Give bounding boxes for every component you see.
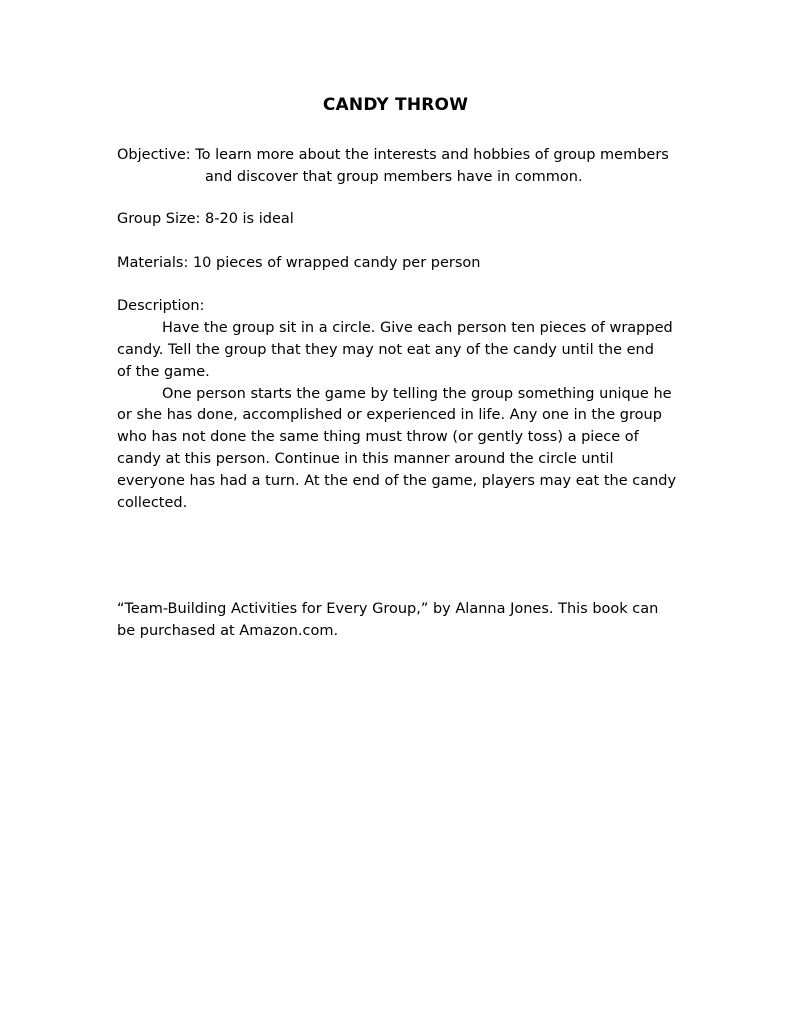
description-line: or she has done, accomplished or experienced in life. Any one in the group xyxy=(117,407,662,423)
group-size-text: Group Size: 8-20 is ideal xyxy=(117,211,294,227)
description-heading: Description: xyxy=(117,298,205,314)
description-line: collected. xyxy=(117,495,188,511)
materials-text: Materials: 10 pieces of wrapped candy per person xyxy=(117,255,481,271)
description-line: candy at this person. Continue in this manner around the circle until xyxy=(117,451,614,467)
source-citation-line-1: “Team-Building Activities for Every Group,” by Alanna Jones. This book can xyxy=(117,601,659,617)
description-line: everyone has had a turn. At the end of the game, players may eat the candy xyxy=(117,473,677,489)
objective-line-1: Objective: To learn more about the interests and hobbies of group members xyxy=(117,147,669,163)
source-citation-line-2: be purchased at Amazon.com. xyxy=(117,623,339,639)
description-line: of the game. xyxy=(117,364,210,380)
description-line: One person starts the game by telling the group something unique he xyxy=(162,386,672,402)
description-line: candy. Tell the group that they may not eat any of the candy until the end xyxy=(117,342,654,358)
description-line: Have the group sit in a circle. Give each person ten pieces of wrapped xyxy=(162,320,673,336)
objective-line-2: and discover that group members have in common. xyxy=(205,169,583,185)
description-line: who has not done the same thing must throw (or gently toss) a piece of xyxy=(117,429,639,445)
page-title: CANDY THROW xyxy=(322,95,469,115)
